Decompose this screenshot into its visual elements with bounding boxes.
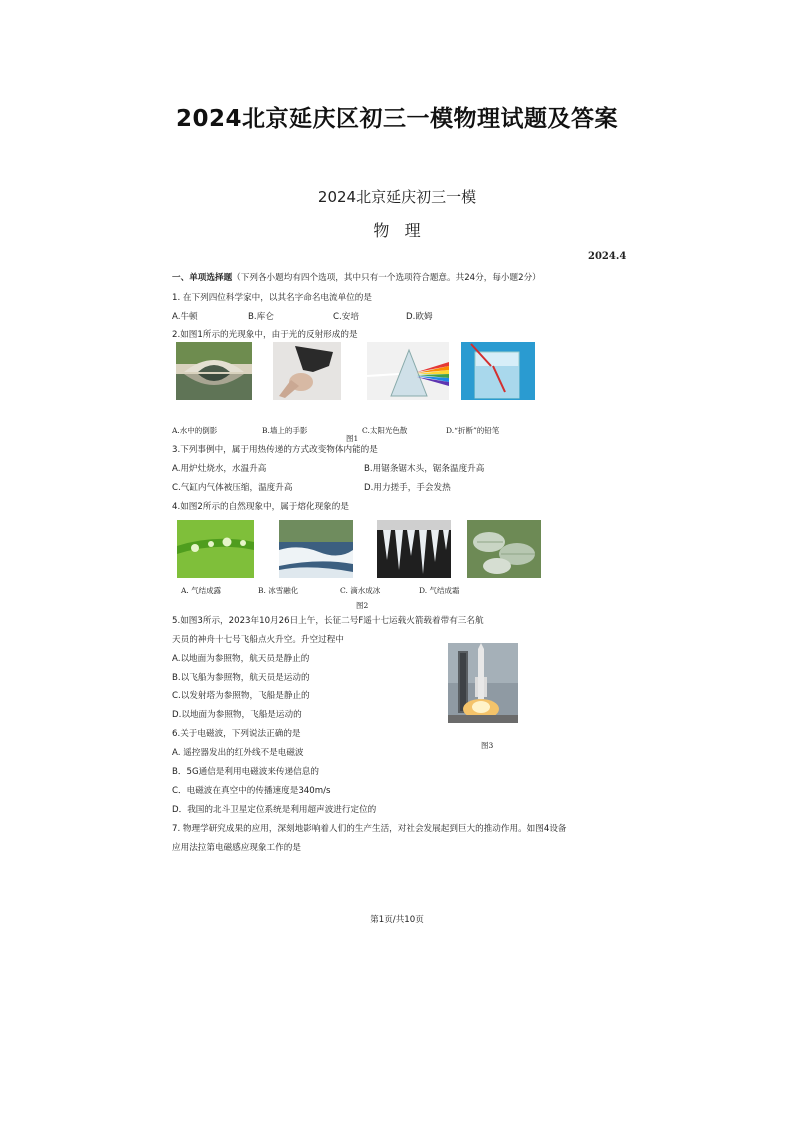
q7-stem-line2: 应用法拉第电磁感应现象工作的是 xyxy=(172,843,301,853)
fig3-label: 图3 xyxy=(481,741,494,750)
section-heading-bold: 一、单项选择题 xyxy=(172,273,233,283)
q3-stem: 3.下列事例中，属于用热传递的方式改变物体内能的是 xyxy=(172,445,378,455)
bridge-reflection-photo xyxy=(176,342,252,400)
q5-stem-line2: 天员的神舟十七号飞船点火升空。升空过程中 xyxy=(172,635,344,645)
hand-shadow-photo xyxy=(273,342,341,400)
frost-leaves-photo xyxy=(467,520,541,578)
q1-option-b: B.库仑 xyxy=(248,312,274,322)
q7-stem-line1: 7. 物理学研究成果的应用，深刻地影响着人们的生产生活，对社会发展起到巨大的推动作用。如图4设备 xyxy=(172,824,567,834)
fig1-caption-d: D.“折断”的铅笔 xyxy=(446,426,500,435)
bent-pencil-photo xyxy=(461,342,535,400)
fig1-caption-b: B.墙上的手影 xyxy=(262,426,308,435)
fig1-caption-c: C.太阳光色散 xyxy=(362,426,408,435)
q5-option-d: D.以地面为参照物，飞船是运动的 xyxy=(172,710,302,720)
page-number: 第1页/共10页 xyxy=(370,915,424,925)
q1-stem: 1. 在下列四位科学家中，以其名字命名电流单位的是 xyxy=(172,293,372,303)
q5-option-b: B.以飞船为参照物，航天员是运动的 xyxy=(172,673,310,683)
q4-stem: 4.如图2所示的自然现象中，属于熔化现象的是 xyxy=(172,502,349,512)
q3-option-d: D.用力搓手，手会发热 xyxy=(364,483,451,493)
icicles-photo xyxy=(377,520,451,578)
q2-stem: 2.如图1所示的光现象中，由于光的反射形成的是 xyxy=(172,330,358,340)
q3-option-a: A.用炉灶烧水，水温升高 xyxy=(172,464,267,474)
q1-option-a: A.牛顿 xyxy=(172,312,198,322)
dew-drops-photo xyxy=(177,520,254,578)
q6-stem: 6.关于电磁波，下列说法正确的是 xyxy=(172,729,301,739)
section-heading-instructions: （下列各小题均有四个选项，其中只有一个选项符合题意。共24分，每小题2分） xyxy=(232,273,541,283)
fig1-label: 图1 xyxy=(346,434,359,443)
rocket-launch-photo xyxy=(448,643,518,723)
q3-option-c: C.气缸内气体被压缩，温度升高 xyxy=(172,483,293,493)
q3-option-b: B.用锯条锯木头，锯条温度升高 xyxy=(364,464,485,474)
q6-option-c: C．电磁波在真空中的传播速度是340m/s xyxy=(172,786,331,796)
document-title: 2024北京延庆区初三一模物理试题及答案 xyxy=(175,106,618,132)
q5-stem-line1: 5.如图3所示，2023年10月26日上午，长征二号F遥十七运载火箭载着带有三名航 xyxy=(172,616,484,626)
q6-option-a: A. 遥控器发出的红外线不是电磁波 xyxy=(172,748,304,758)
fig2-caption-b: B. 冰雪融化 xyxy=(258,586,299,595)
q1-option-c: C.安培 xyxy=(333,312,359,322)
q5-option-a: A.以地面为参照物，航天员是静止的 xyxy=(172,654,310,664)
q6-option-b: B．5G通信是利用电磁波来传递信息的 xyxy=(172,767,319,777)
fig2-caption-a: A. 气结成露 xyxy=(181,586,222,595)
melting-snow-photo xyxy=(279,520,353,578)
fig2-caption-c: C. 滴水成冰 xyxy=(340,586,381,595)
q5-option-c: C.以发射塔为参照物，飞船是静止的 xyxy=(172,691,310,701)
exam-title: 2024北京延庆初三一模 xyxy=(317,188,477,206)
subject-title: 物 理 xyxy=(373,221,421,240)
section-heading xyxy=(172,271,541,283)
fig2-caption-d: D. 气结成霜 xyxy=(419,586,460,595)
fig2-label: 图2 xyxy=(356,601,369,610)
q1-option-d: D.欧姆 xyxy=(406,312,433,322)
exam-date: 2024.4 xyxy=(588,251,627,262)
prism-dispersion-photo xyxy=(367,342,449,400)
fig1-caption-a: A.水中的倒影 xyxy=(172,426,218,435)
q6-option-d: D．我国的北斗卫星定位系统是利用超声波进行定位的 xyxy=(172,805,377,815)
